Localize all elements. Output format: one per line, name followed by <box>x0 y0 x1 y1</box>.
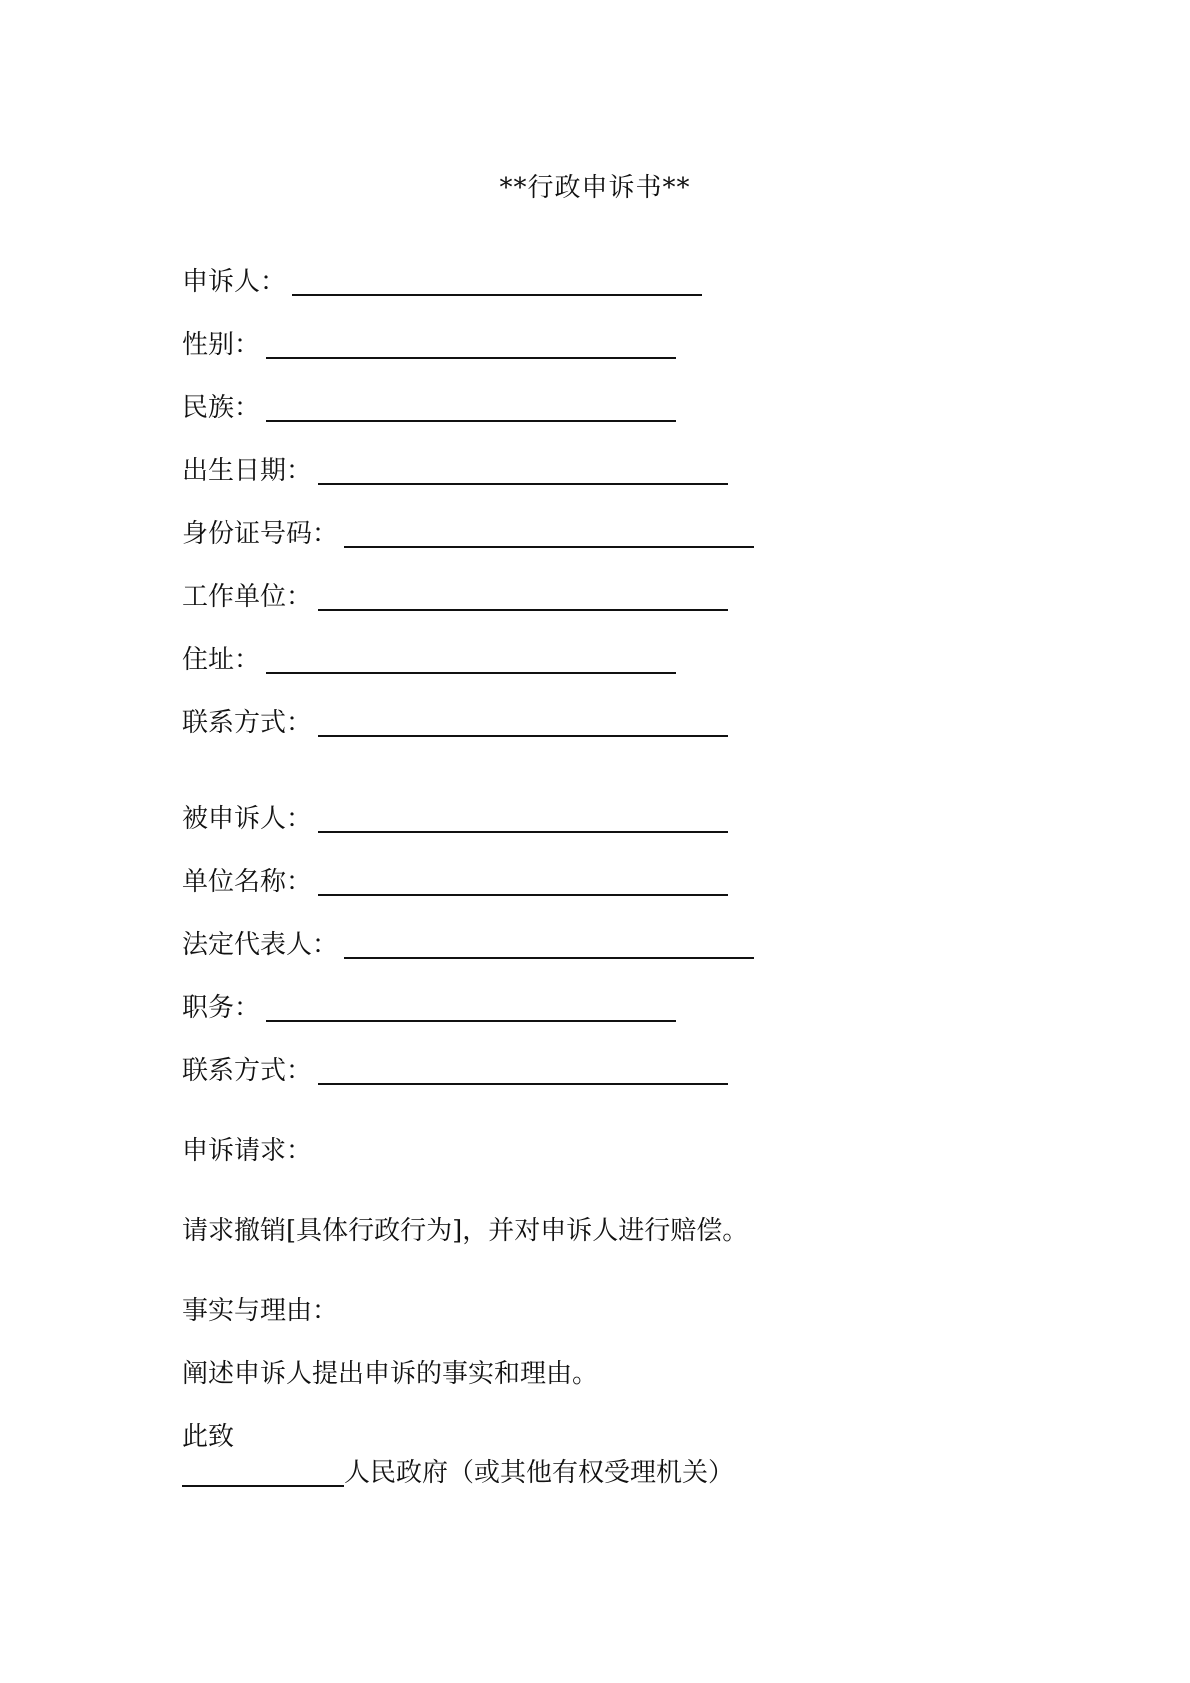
field-respondent <box>182 801 728 835</box>
field-label: 身份证号码： <box>182 519 339 549</box>
field-birth-date <box>182 453 728 487</box>
field-workplace <box>182 579 728 613</box>
field-label: 法定代表人： <box>182 930 339 960</box>
field-label: 被申诉人： <box>182 804 313 834</box>
fill-in-line[interactable] <box>266 1020 676 1022</box>
field-organization-name <box>182 864 728 898</box>
document-title: **行政申诉书** <box>499 173 691 203</box>
field-label: 单位名称： <box>182 867 313 897</box>
fill-in-line[interactable] <box>344 957 754 959</box>
fill-in-line[interactable] <box>292 294 702 296</box>
fill-in-line[interactable] <box>266 672 676 674</box>
fill-in-line[interactable] <box>318 1083 728 1085</box>
addressee-suffix: 人民政府（或其他有权受理机关） <box>344 1458 735 1488</box>
fill-in-line[interactable] <box>318 609 728 611</box>
facts-heading: 事实与理由： <box>182 1296 339 1326</box>
field-legal-representative <box>182 927 754 961</box>
field-appellant <box>182 264 702 298</box>
field-label: 民族： <box>182 393 261 423</box>
fill-in-line[interactable] <box>318 831 728 833</box>
field-label: 联系方式： <box>182 1056 313 1086</box>
request-body: 请求撤销[具体行政行为]，并对申诉人进行赔偿。 <box>182 1216 749 1246</box>
field-label: 出生日期： <box>182 456 313 486</box>
fill-in-line[interactable] <box>182 1485 344 1487</box>
field-label: 联系方式： <box>182 708 313 738</box>
field-label: 工作单位： <box>182 582 313 612</box>
fill-in-line[interactable] <box>344 546 754 548</box>
field-label: 职务： <box>182 993 261 1023</box>
fill-in-line[interactable] <box>318 483 728 485</box>
fill-in-line[interactable] <box>318 894 728 896</box>
field-label: 住址： <box>182 645 261 675</box>
closing-salutation: 此致 <box>182 1422 235 1452</box>
fill-in-line[interactable] <box>266 357 676 359</box>
field-address <box>182 642 676 676</box>
field-appellant-contact <box>182 705 728 739</box>
fill-in-line[interactable] <box>318 735 728 737</box>
field-position <box>182 990 676 1024</box>
field-label: 申诉人： <box>182 267 287 297</box>
field-label: 性别： <box>182 330 261 360</box>
field-gender <box>182 327 676 361</box>
fill-in-line[interactable] <box>266 420 676 422</box>
field-respondent-contact <box>182 1053 728 1087</box>
field-ethnicity <box>182 390 676 424</box>
addressee-line <box>182 1457 734 1489</box>
field-id-number <box>182 516 754 550</box>
request-heading: 申诉请求： <box>182 1136 313 1166</box>
facts-body: 阐述申诉人提出申诉的事实和理由。 <box>182 1359 599 1389</box>
